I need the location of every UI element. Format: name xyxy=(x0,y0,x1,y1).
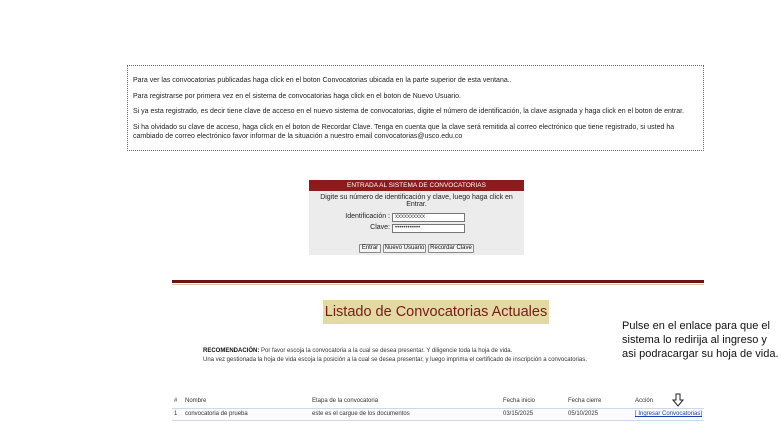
header-separator-thin xyxy=(172,284,704,285)
table-header xyxy=(172,397,704,406)
header-separator xyxy=(172,280,704,283)
id-label: Identificación : xyxy=(345,213,390,220)
col-accion: Acción xyxy=(635,398,654,404)
col-nombre: Nombre xyxy=(185,398,207,404)
recommendation-line2: Una vez gestionada la hoja de vida escoja la posición a la cual se desea presentar, y luego imprima el certificado de inscripción a convocatorias. xyxy=(203,357,587,363)
row-fecha-inicio: 03/15/2025 xyxy=(503,411,534,417)
login-header: ENTRADA AL SISTEMA DE CONVOCATORIAS xyxy=(309,180,524,191)
row-num: 1 xyxy=(174,411,178,417)
ingresar-convocatorias-link[interactable]: [ Ingresar Convocatorias] xyxy=(635,411,703,417)
table-row xyxy=(172,408,704,421)
login-instruction: Digite su número de identificación y clave, luego haga click en Entrar. xyxy=(320,194,513,208)
recommendation-label: RECOMENDACIÓN: xyxy=(203,348,260,354)
col-num: # xyxy=(174,398,178,404)
login-panel xyxy=(309,180,524,255)
recommendation-text: Por favor escoja la convocatoria a la cual se desea presentar. Y diligencie toda la hoja de vida. xyxy=(259,348,513,354)
new-user-button[interactable]: Nuevo Usuario xyxy=(384,245,425,251)
enter-button[interactable]: Entrar xyxy=(359,244,381,253)
instruction-login: Si ya esta registrado, es decir tiene clave de acceso en el nuevo sistema de convocatorias, digite el número de identificación, la clave asignada y haga click en el boton de entrar. xyxy=(133,108,684,115)
row-etapa: este es el cargue de los documentos xyxy=(312,411,410,417)
instruction-view-calls: Para ver las convocatorias publicadas haga click en el boton Convocatorias ubicada en la parte superior de esta ventana.. xyxy=(133,77,512,84)
instructions-box xyxy=(127,65,704,151)
col-fecha-inicio: Fecha inicio xyxy=(503,398,536,404)
row-nombre: convocatoria de prueba xyxy=(185,411,248,417)
id-input[interactable]: xxxxxxxxxx xyxy=(392,213,465,222)
row-fecha-cierre: 05/10/2025 xyxy=(568,411,599,417)
col-etapa: Etapa de la convocatoria xyxy=(312,398,379,404)
instruction-register: Para registrarse por primera vez en el sistema de convocatorias haga click en el boton de Nuevo Usuario. xyxy=(133,92,461,100)
instruction-forgot-password: Si ha olvidado su clave de acceso, haga click en el boton de Recordar Clave. Tenga en cuenta que la clave será remitida al correo electrónico que tiene registrado, si usted ha cambiado de correo electrónico favor informar de la situación a nuestro email convocatorias@usco.edu.co xyxy=(133,123,675,140)
hollow-arrow-down-icon xyxy=(672,393,684,407)
recommendation xyxy=(203,347,623,365)
password-input[interactable]: •••••••••••• xyxy=(392,224,465,233)
remember-password-button[interactable]: Recordar Clave xyxy=(428,244,474,253)
password-label: Clave: xyxy=(370,224,390,231)
col-fecha-cierre: Fecha cierre xyxy=(568,398,602,404)
help-callout: Pulse en el enlace para que el sistema lo redirija al ingreso y asi podracargar su hoja de vida. xyxy=(622,320,779,360)
page-title: Listado de Convocatorias Actuales xyxy=(323,300,549,324)
